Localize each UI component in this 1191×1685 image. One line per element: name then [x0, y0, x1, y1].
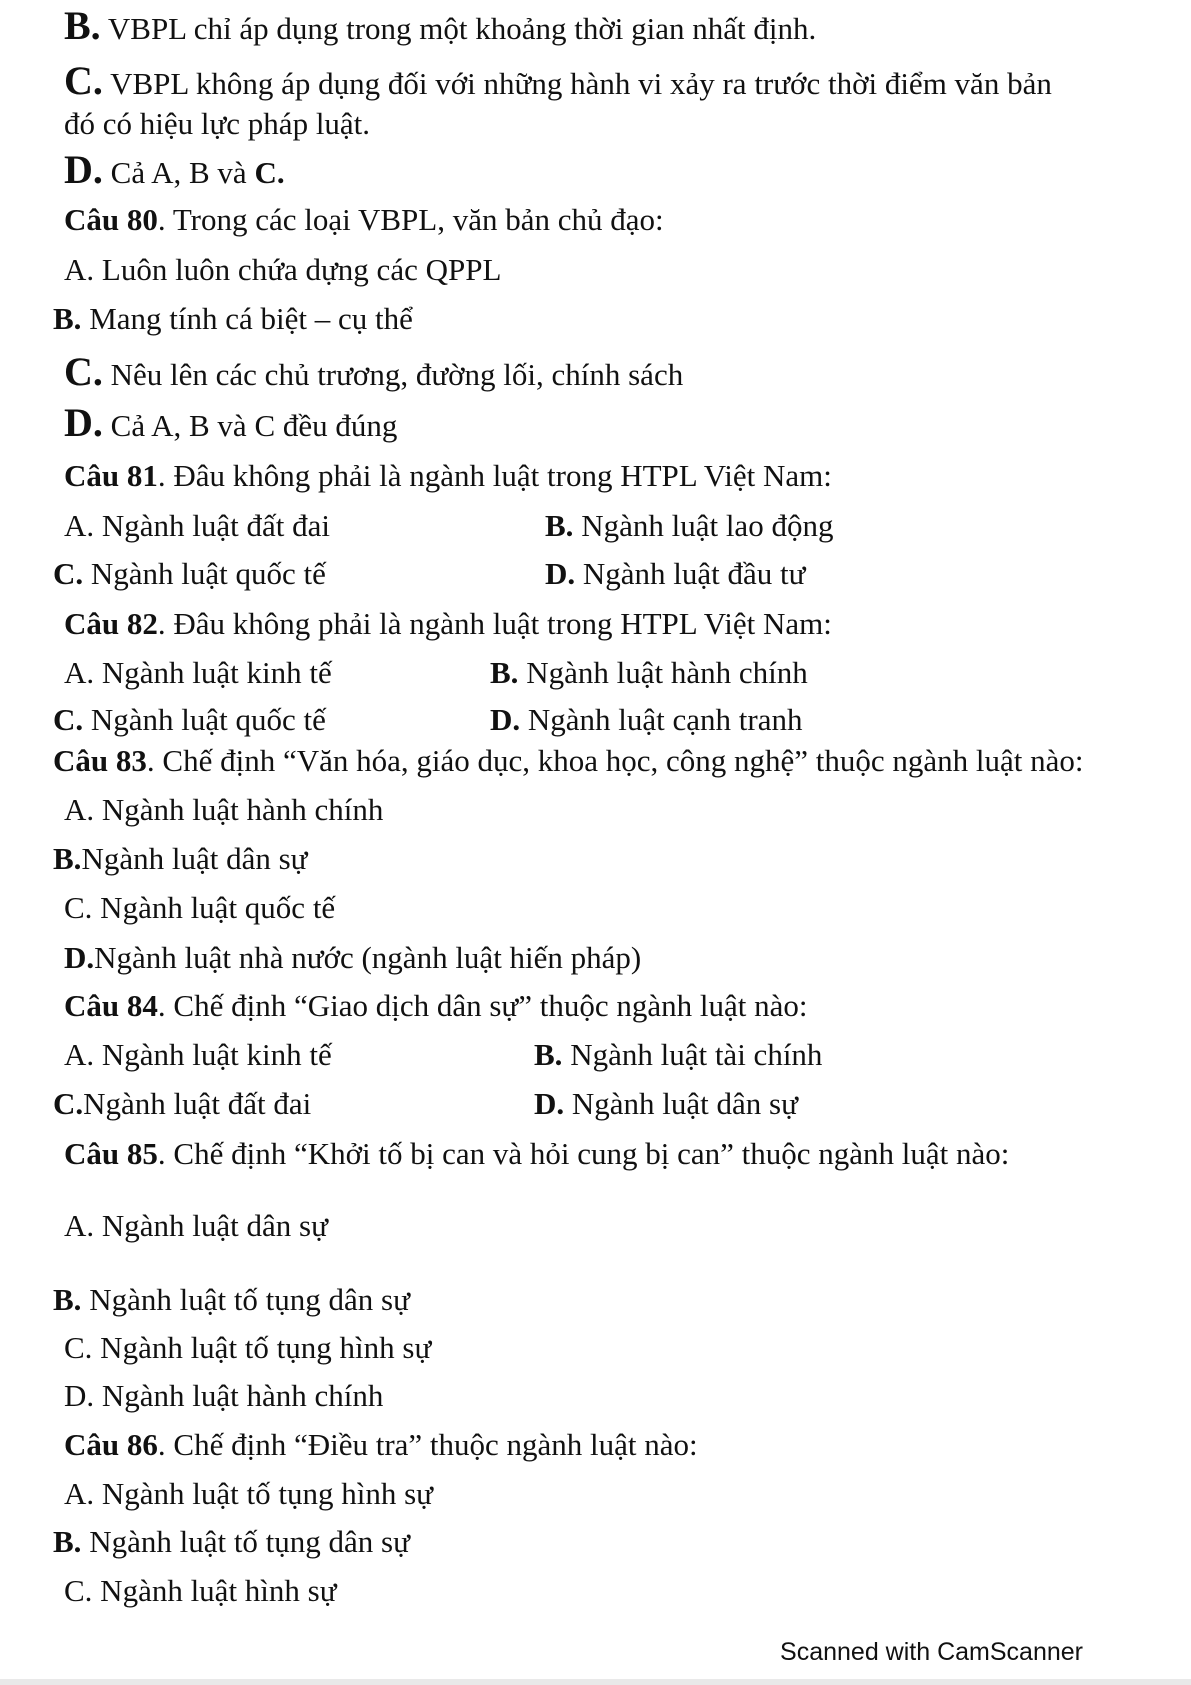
option-81-c: C. Ngành luật quốc tế: [53, 556, 326, 591]
option-85-b: B. Ngành luật tố tụng dân sự: [53, 1282, 410, 1317]
option-86-a: A. Ngành luật tố tụng hình sự: [64, 1476, 433, 1511]
question-83: Câu 83. Chế định “Văn hóa, giáo dục, khoa học, công nghệ” thuộc ngành luật nào:: [53, 743, 1084, 778]
question-82: Câu 82. Đâu không phải là ngành luật trong HTPL Việt Nam:: [64, 606, 832, 641]
option-85-c: C. Ngành luật tố tụng hình sự: [64, 1330, 432, 1365]
question-84: Câu 84. Chế định “Giao dịch dân sự” thuộc ngành luật nào:: [64, 988, 808, 1023]
option-85-d: D. Ngành luật hành chính: [64, 1378, 384, 1413]
option-84-d: D. Ngành luật dân sự: [534, 1086, 798, 1121]
option-82-a: A. Ngành luật kinh tế: [64, 655, 332, 690]
option-83-a: A. Ngành luật hành chính: [64, 792, 384, 827]
option-82-c: C. Ngành luật quốc tế: [53, 702, 326, 737]
bottom-edge: [0, 1679, 1191, 1685]
question-85: Câu 85. Chế định “Khởi tố bị can và hỏi cung bị can” thuộc ngành luật nào:: [64, 1136, 1010, 1171]
option-84-b: B. Ngành luật tài chính: [534, 1037, 823, 1072]
camscanner-watermark: Scanned with CamScanner: [780, 1638, 1083, 1666]
option-80-a: A. Luôn luôn chứa dựng các QPPL: [64, 252, 502, 287]
option-85-a: A. Ngành luật dân sự: [64, 1208, 328, 1243]
question-86: Câu 86. Chế định “Điều tra” thuộc ngành luật nào:: [64, 1427, 698, 1462]
line-c-continuation: đó có hiệu lực pháp luật.: [64, 106, 371, 141]
option-86-c: C. Ngành luật hình sự: [64, 1573, 337, 1608]
option-82-d: D. Ngành luật cạnh tranh: [490, 702, 803, 737]
option-83-d: D.Ngành luật nhà nước (ngành luật hiến pháp): [64, 940, 642, 975]
option-81-d: D. Ngành luật đầu tư: [545, 556, 806, 591]
question-81: Câu 81. Đâu không phải là ngành luật trong HTPL Việt Nam:: [64, 458, 832, 493]
option-80-d: D. Cả A, B và C đều đúng: [64, 400, 398, 445]
option-80-c: C. Nêu lên các chủ trương, đường lối, chính sách: [64, 349, 684, 394]
option-83-b: B.Ngành luật dân sự: [53, 841, 308, 876]
question-80: Câu 80. Trong các loại VBPL, văn bản chủ đạo:: [64, 202, 664, 237]
option-86-b: B. Ngành luật tố tụng dân sự: [53, 1524, 410, 1559]
option-82-b: B. Ngành luật hành chính: [490, 655, 808, 690]
option-84-c: C.Ngành luật đất đai: [53, 1086, 312, 1121]
option-80-b: B. Mang tính cá biệt – cụ thể: [53, 301, 413, 336]
line-b-validity: B. VBPL chỉ áp dụng trong một khoảng thời gian nhất định.: [64, 3, 817, 48]
line-c-not-retroactive: C. VBPL không áp dụng đối với những hành vi xảy ra trước thời điểm văn bản: [64, 58, 1052, 103]
option-84-a: A. Ngành luật kinh tế: [64, 1037, 332, 1072]
line-d-all: D. Cả A, B và C.: [64, 147, 285, 192]
option-81-b: B. Ngành luật lao động: [545, 508, 834, 543]
option-81-a: A. Ngành luật đất đai: [64, 508, 331, 543]
option-83-c: C. Ngành luật quốc tế: [64, 890, 336, 925]
